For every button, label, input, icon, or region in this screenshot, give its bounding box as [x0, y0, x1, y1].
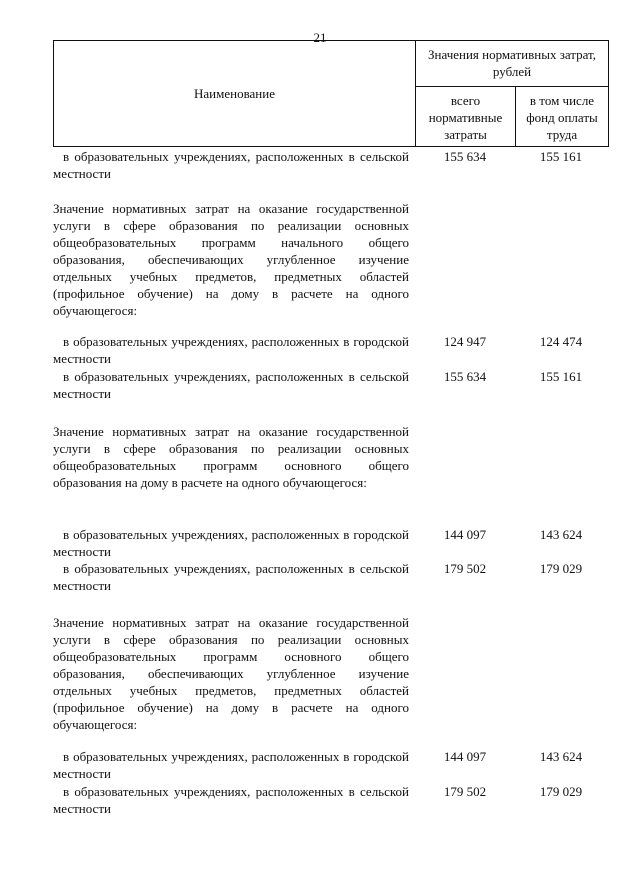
row-label: в образовательных учреждениях, расположенных в сельской местности [53, 369, 409, 401]
row-fund: 124 474 [539, 334, 583, 349]
page-number: 21 [313, 30, 327, 45]
row-label: в образовательных учреждениях, расположенных в сельской местности [53, 149, 409, 181]
row-total: 155 634 [443, 369, 487, 384]
header-name: Наименование [54, 41, 416, 146]
row-total: 144 097 [443, 749, 487, 764]
row-label: в образовательных учреждениях, расположенных в городской местности [53, 749, 409, 781]
row-total: 155 634 [443, 149, 487, 164]
row-total: 179 502 [443, 784, 487, 799]
section-heading: Значение нормативных затрат на оказание государственной услуги в сфере образования по реализации основных общеобразовательных программ основного общего образования, обеспечивающих углубленное изучение отдельных учебных предметов, предметных областей (профильное обучение) на дому в расчете на одного обучающегося: [53, 615, 409, 732]
row-fund: 155 161 [539, 149, 583, 164]
row-fund: 155 161 [539, 369, 583, 384]
table-header [53, 40, 609, 147]
section-heading: Значение нормативных затрат на оказание государственной услуги в сфере образования по реализации основных общеобразовательных программ начального общего образования, обеспечивающих углубленное изучение отдельных учебных предметов, предметных областей (профильное обучение) на дому в расчете на одного обучающегося: [53, 201, 409, 318]
row-total: 144 097 [443, 527, 487, 542]
row-fund: 143 624 [539, 527, 583, 542]
row-fund: 179 029 [539, 561, 583, 576]
row-label: в образовательных учреждениях, расположенных в сельской местности [53, 784, 409, 816]
header-fund: в том числе фонд оплаты труда [526, 93, 598, 142]
row-total: 124 947 [443, 334, 487, 349]
header-total: всего нормативные затраты [416, 87, 516, 146]
section-heading: Значение нормативных затрат на оказание государственной услуги в сфере образования по реализации основных общеобразовательных программ основного общего образования на дому в расчете на одного обучающегося: [53, 424, 409, 490]
row-label: в образовательных учреждениях, расположенных в сельской местности [53, 561, 409, 593]
row-total: 179 502 [443, 561, 487, 576]
row-label: в образовательных учреждениях, расположенных в городской местности [53, 334, 409, 366]
header-values: Значения нормативных затрат, рублей [416, 41, 608, 87]
row-fund: 143 624 [539, 749, 583, 764]
row-fund: 179 029 [539, 784, 583, 799]
row-label: в образовательных учреждениях, расположенных в городской местности [53, 527, 409, 559]
